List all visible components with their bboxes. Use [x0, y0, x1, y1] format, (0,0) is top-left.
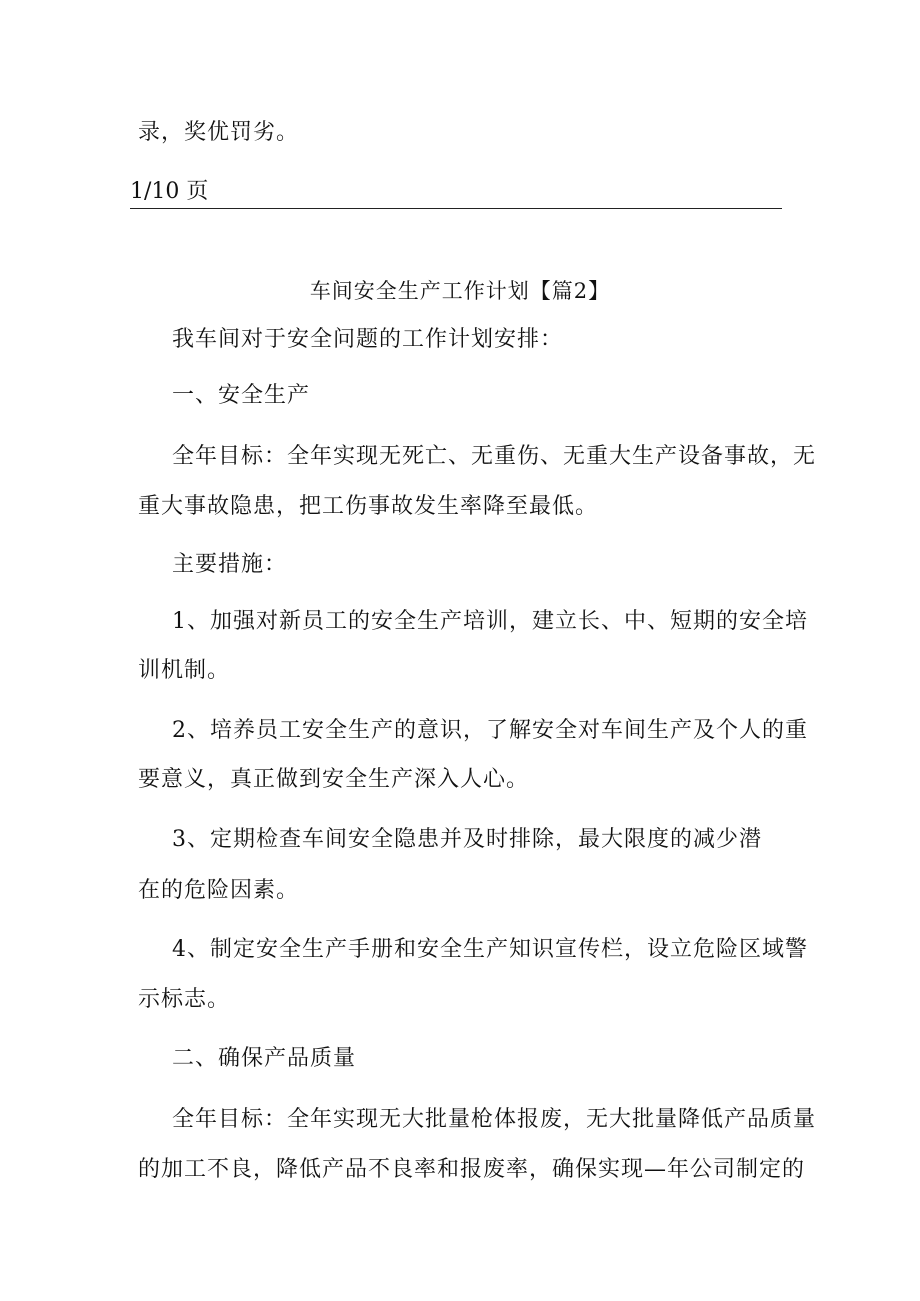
intro-paragraph: 我车间对于安全问题的工作计划安排： — [172, 327, 564, 352]
section2-heading: 二、确保产品质量 — [172, 1046, 357, 1071]
measure2-line1: 2、培养员工安全生产的意识，了解安全对车间生产及个人的重 — [172, 718, 808, 743]
measure2-line2: 要意义，真正做到安全生产深入人心。 — [138, 767, 530, 792]
page-divider — [130, 208, 782, 209]
section-title: 车间安全生产工作计划【篇2】 — [309, 279, 611, 303]
measure1-line2: 训机制。 — [138, 658, 231, 683]
section1-goal-line2: 重大事故隐患，把工伤事故发生率降至最低。 — [138, 494, 599, 519]
section1-heading: 一、安全生产 — [172, 383, 311, 408]
measure3-line2: 在的危险因素。 — [138, 878, 300, 903]
section2-goal-line1: 全年目标：全年实现无大批量枪体报废，无大批量降低产品质量 — [172, 1107, 817, 1132]
fragment-text: 录，奖优罚劣。 — [138, 120, 300, 145]
measure3-line1: 3、定期检查车间安全隐患并及时排除，最大限度的减少潜 — [172, 827, 762, 852]
measure1-line1: 1、加强对新员工的安全生产培训，建立长、中、短期的安全培 — [172, 609, 808, 634]
measure4-line1: 4、制定安全生产手册和安全生产知识宣传栏，设立危险区域警 — [172, 937, 808, 962]
section1-goal-line1: 全年目标：全年实现无死亡、无重伤、无重大生产设备事故，无 — [172, 444, 817, 469]
page-number: 1/10 页 — [130, 179, 209, 204]
section2-goal-line2: 的加工不良，降低产品不良率和报废率，确保实现—年公司制定的 — [138, 1157, 806, 1182]
section1-measures-label: 主要措施： — [172, 552, 288, 577]
measure4-line2: 示标志。 — [138, 987, 231, 1012]
